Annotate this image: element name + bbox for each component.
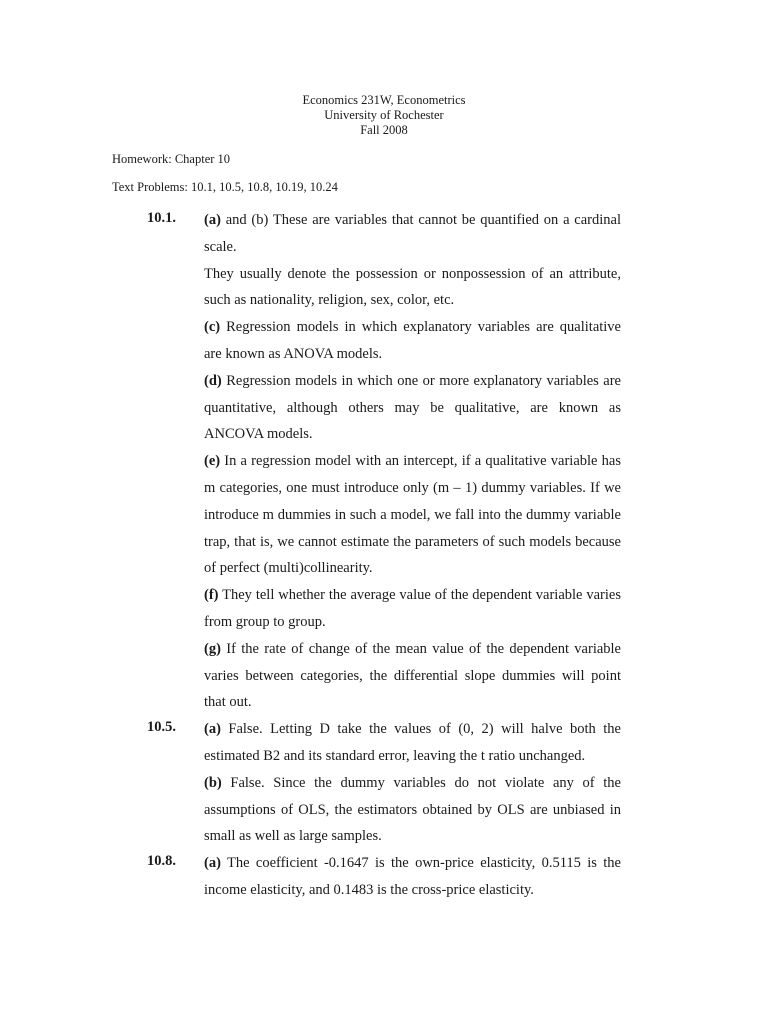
answer-text: False. Since the dummy variables do not violate any of the assumptions of OLS, the estimators obtained by OLS are unbiased in small as well as large samples. bbox=[204, 774, 621, 845]
answer-paragraph bbox=[204, 261, 621, 315]
part-marker: (f) bbox=[204, 587, 219, 604]
homework-label: Homework: Chapter 10 bbox=[112, 152, 231, 166]
answer-text: Regression models in which explanatory variables are qualitative are known as ANOVA models. bbox=[204, 319, 621, 362]
answer-paragraph bbox=[204, 207, 621, 261]
term: Fall 2008 bbox=[360, 123, 408, 137]
part-marker: (a) bbox=[204, 855, 221, 872]
problem-body bbox=[204, 207, 621, 716]
answer-paragraph bbox=[204, 448, 621, 582]
answer-text: If the rate of change of the mean value of the dependent variable varies between categories, the differential slope dummies will point that out. bbox=[204, 640, 621, 711]
part-marker: (e) bbox=[204, 453, 221, 470]
problem-number: 10.5. bbox=[147, 719, 176, 736]
answer-paragraph bbox=[204, 368, 621, 448]
part-marker: (g) bbox=[204, 640, 221, 657]
problem-number: 10.1. bbox=[147, 210, 176, 226]
answer-text: Regression models in which one or more explanatory variables are quantitative, although others may be qualitative, are known as ANCOVA models. bbox=[204, 372, 621, 443]
part-marker: (b) bbox=[204, 774, 222, 791]
part-marker: (a) bbox=[204, 212, 221, 228]
part-marker: (d) bbox=[204, 372, 222, 389]
university-name: University of Rochester bbox=[324, 108, 444, 122]
problem-number: 10.8. bbox=[147, 853, 176, 870]
answer-paragraph bbox=[204, 850, 621, 904]
answer-text: In a regression model with an intercept, if a qualitative variable has m categories, one must introduce only (m – 1) dummy variables. If we introduce m dummies in such a model, we fall into the dummy variable trap, that is, we cannot estimate the parameters of such models because of perfect (multi)collinearity. bbox=[204, 453, 621, 577]
answer-paragraph bbox=[204, 636, 621, 716]
problem-body bbox=[204, 716, 621, 850]
problem bbox=[0, 207, 768, 716]
answer-paragraph bbox=[204, 716, 621, 770]
problems-list bbox=[0, 207, 768, 904]
document-header bbox=[0, 93, 768, 138]
course-title: Economics 231W, Econometrics bbox=[302, 93, 466, 107]
answer-text: They tell whether the average value of the dependent variable varies from group to group. bbox=[204, 587, 621, 630]
problem bbox=[0, 716, 768, 850]
part-marker: (c) bbox=[204, 319, 221, 336]
answer-paragraph bbox=[204, 314, 621, 368]
problem-body bbox=[204, 850, 621, 904]
answer-paragraph bbox=[204, 770, 621, 850]
answer-paragraph bbox=[204, 582, 621, 636]
answer-text: They usually denote the possession or nonpossession of an attribute, such as nationality, religion, sex, color, etc. bbox=[204, 265, 621, 309]
answer-text: False. Letting D take the values of (0, 2) will halve both the estimated B2 and its standard error, leaving the t ratio unchanged. bbox=[204, 721, 621, 764]
problem bbox=[0, 850, 768, 904]
answer-text: The coefficient -0.1647 is the own-price elasticity, 0.5115 is the income elasticity, and 0.1483 is the cross-price elasticity. bbox=[204, 855, 621, 898]
answer-text: and (b) These are variables that cannot be quantified on a cardinal scale. bbox=[204, 212, 621, 255]
text-problems-label: Text Problems: 10.1, 10.5, 10.8, 10.19, 10.24 bbox=[112, 180, 338, 194]
part-marker: (a) bbox=[204, 721, 221, 738]
